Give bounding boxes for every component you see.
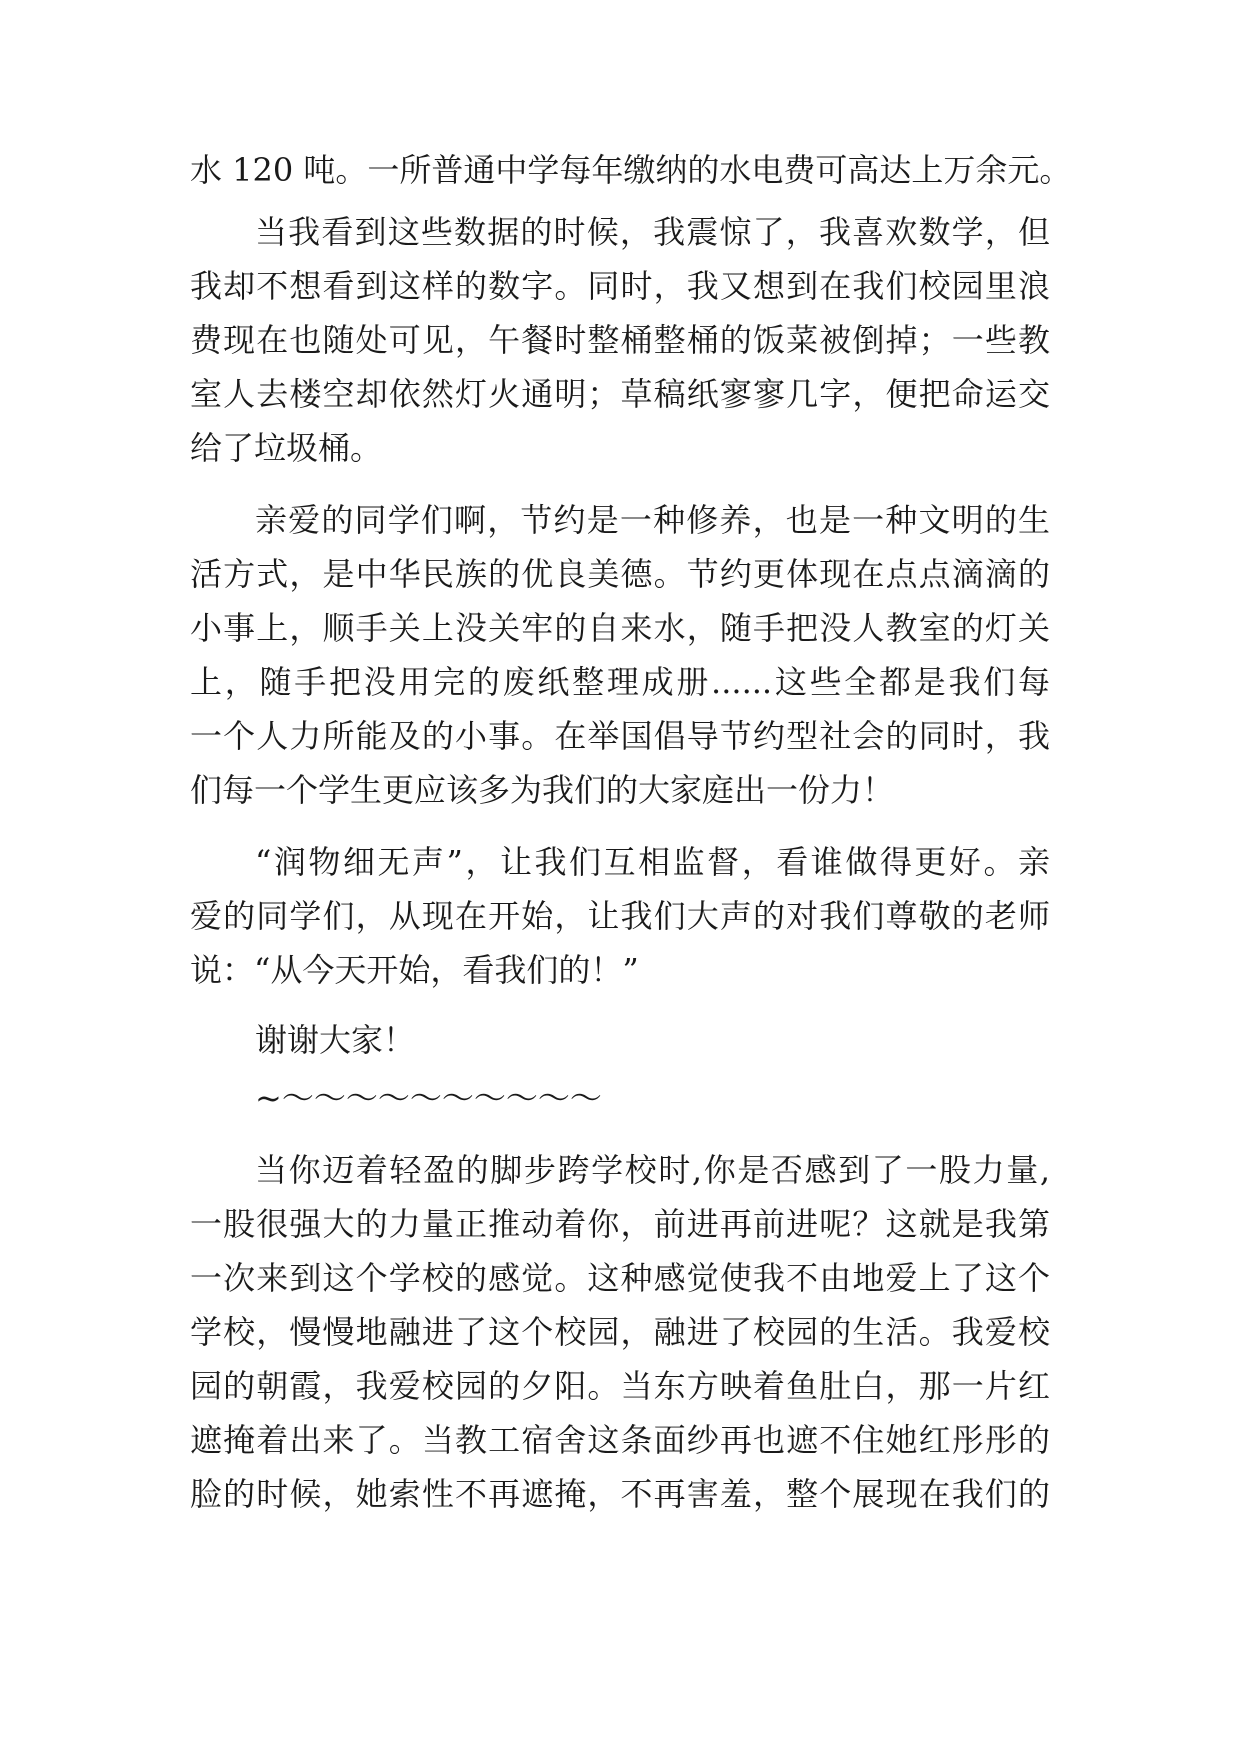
paragraph-line: 小事上，顺手关上没关牢的自来水，随手把没人教室的灯关	[190, 609, 1050, 647]
paragraph-line: 当我看到这些数据的时候，我震惊了，我喜欢数学，但	[255, 213, 1050, 251]
paragraph-line: “润物细无声”，让我们互相监督，看谁做得更好。亲	[255, 843, 1050, 881]
paragraph-line: 水 120 吨。一所普通中学每年缴纳的水电费可高达上万余元。	[190, 151, 1072, 189]
paragraph-line: 园的朝霞，我爱校园的夕阳。当东方映着鱼肚白，那一片红	[190, 1367, 1050, 1405]
paragraph-line: 室人去楼空却依然灯火通明；草稿纸寥寥几字，便把命运交	[190, 375, 1050, 413]
paragraph-line: 一次来到这个学校的感觉。这种感觉使我不由地爱上了这个	[190, 1259, 1050, 1297]
paragraph-line: 们每一个学生更应该多为我们的大家庭出一份力！	[190, 771, 895, 809]
paragraph-line: 给了垃圾桶。	[190, 429, 383, 467]
paragraph-line: 上，随手把没用完的废纸整理成册......这些全都是我们每	[190, 663, 1050, 701]
paragraph-line: 活方式，是中华民族的优良美德。节约更体现在点点滴滴的	[190, 555, 1050, 593]
paragraph-line: 我却不想看到这样的数字。同时，我又想到在我们校园里浪	[190, 267, 1050, 305]
paragraph-line: 亲爱的同学们啊，节约是一种修养，也是一种文明的生	[255, 501, 1050, 539]
paragraph-line: 学校，慢慢地融进了这个校园，融进了校园的生活。我爱校	[190, 1313, 1050, 1351]
paragraph-line: 脸的时候，她索性不再遮掩，不再害羞，整个展现在我们的	[190, 1475, 1050, 1513]
paragraph-line: 爱的同学们，从现在开始，让我们大声的对我们尊敬的老师	[190, 897, 1050, 935]
paragraph-line: 遮掩着出来了。当教工宿舍这条面纱再也遮不住她红彤彤的	[190, 1421, 1050, 1459]
paragraph-line: 说：“从今天开始，看我们的！”	[190, 951, 639, 989]
paragraph-line: 谢谢大家！	[255, 1021, 416, 1059]
paragraph-line: 一股很强大的力量正推动着你，前进再前进呢？这就是我第	[190, 1205, 1050, 1243]
paragraph-line: 一个人力所能及的小事。在举国倡导节约型社会的同时，我	[190, 717, 1050, 755]
paragraph-line: 当你迈着轻盈的脚步跨学校时,你是否感到了一股力量,	[255, 1151, 1050, 1189]
paragraph-line: 费现在也随处可见，午餐时整桶整桶的饭菜被倒掉；一些教	[190, 321, 1050, 359]
separator-line: ~～～～～～～～～～～	[255, 1079, 602, 1117]
